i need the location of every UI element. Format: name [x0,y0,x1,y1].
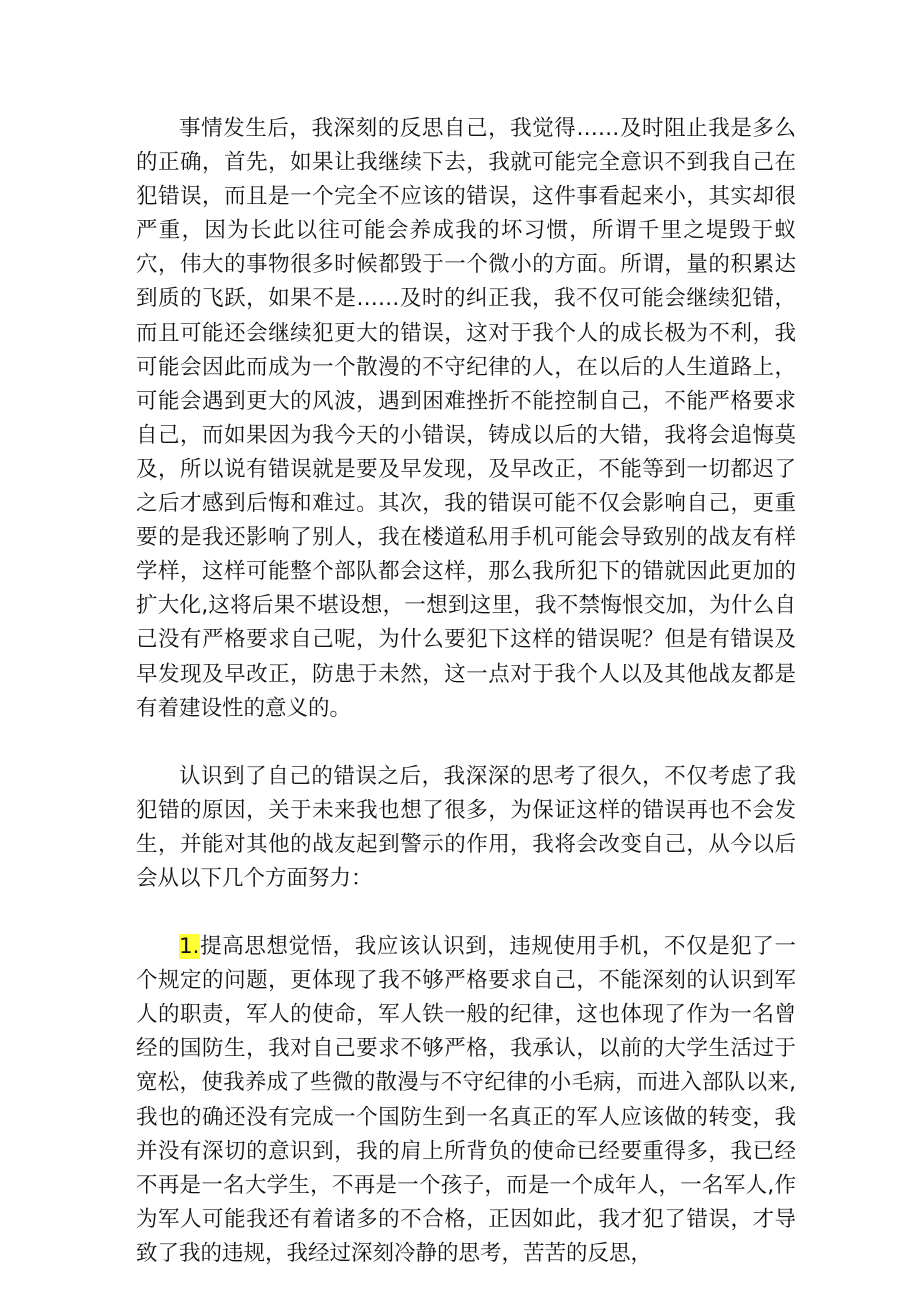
paragraph-resolution [136,760,796,896]
list-marker-highlight: 1. [179,934,200,960]
paragraph-item-1 [136,930,796,1271]
paragraph-text: 事情发生后，我深刻的反思自己，我觉得……及时阻止我是多么的正确，首先，如果让我继续下去，我就可能完全意识不到我自己在犯错误，而且是一个完全不应该的错误，这件事看起来小，其实却很严重，因为长此以往可能会养成我的坏习惯，所谓千里之堤毁于蚁穴，伟大的事物很多时候都毁于一个微小的方面。所谓，量的积累达到质的飞跃，如果不是……及时的纠正我，我不仅可能会继续犯错，而且可能还会继续犯更大的错误，这对于我个人的成长极为不利，我可能会因此而成为一个散漫的不守纪律的人，在以后的人生道路上，可能会遇到更大的风波，遇到困难挫折不能控制自己，不能严格要求自己，而如果因为我今天的小错误，铸成以后的大错，我将会追悔莫及，所以说有错误就是要及早发现，及早改正，不能等到一切都迟了之后才感到后悔和难过。其次，我的错误可能不仅会影响自己，更重要的是我还影响了别人，我在楼道私用手机可能会导致别的战友有样学样，这样可能整个部队都会这样，那么我所犯下的错就因此更加的扩大化,这将后果不堪设想，一想到这里，我不禁悔恨交加，为什么自己没有严格要求自己呢，为什么要犯下这样的错误呢？但是有错误及早发现及早改正，防患于未然，这一点对于我个人以及其他战友都是有着建设性的意义的。 [136,116,796,721]
paragraph-text: 提高思想觉悟，我应该认识到，违规使用手机，不仅是犯了一个规定的问题，更体现了我不够严格要求自己，不能深刻的认识到军人的职责，军人的使命，军人铁一般的纪律，这也体现了作为一名曾经的国防生，我对自己要求不够严格，我承认，以前的大学生活过于宽松，使我养成了些微的散漫与不守纪律的小毛病，而进入部队以来,我也的确还没有完成一个国防生到一名真正的军人应该做的转变，我并没有深切的意识到，我的肩上所背负的使命已经要重得多，我已经不再是一名大学生，不再是一个孩子，而是一个成年人，一名军人,作为军人可能我还有着诸多的不合格，正因如此，我才犯了错误，才导致了我的违规，我经过深刻冷静的思考，苦苦的反思， [136,934,796,1266]
document-page [136,112,796,1271]
paragraph-reflection [136,112,796,726]
paragraph-text: 认识到了自己的错误之后，我深深的思考了很久，不仅考虑了我犯错的原因，关于未来我也想了很多，为保证这样的错误再也不会发生，并能对其他的战友起到警示的作用，我将会改变自己，从今以后会从以下几个方面努力： [136,763,796,891]
